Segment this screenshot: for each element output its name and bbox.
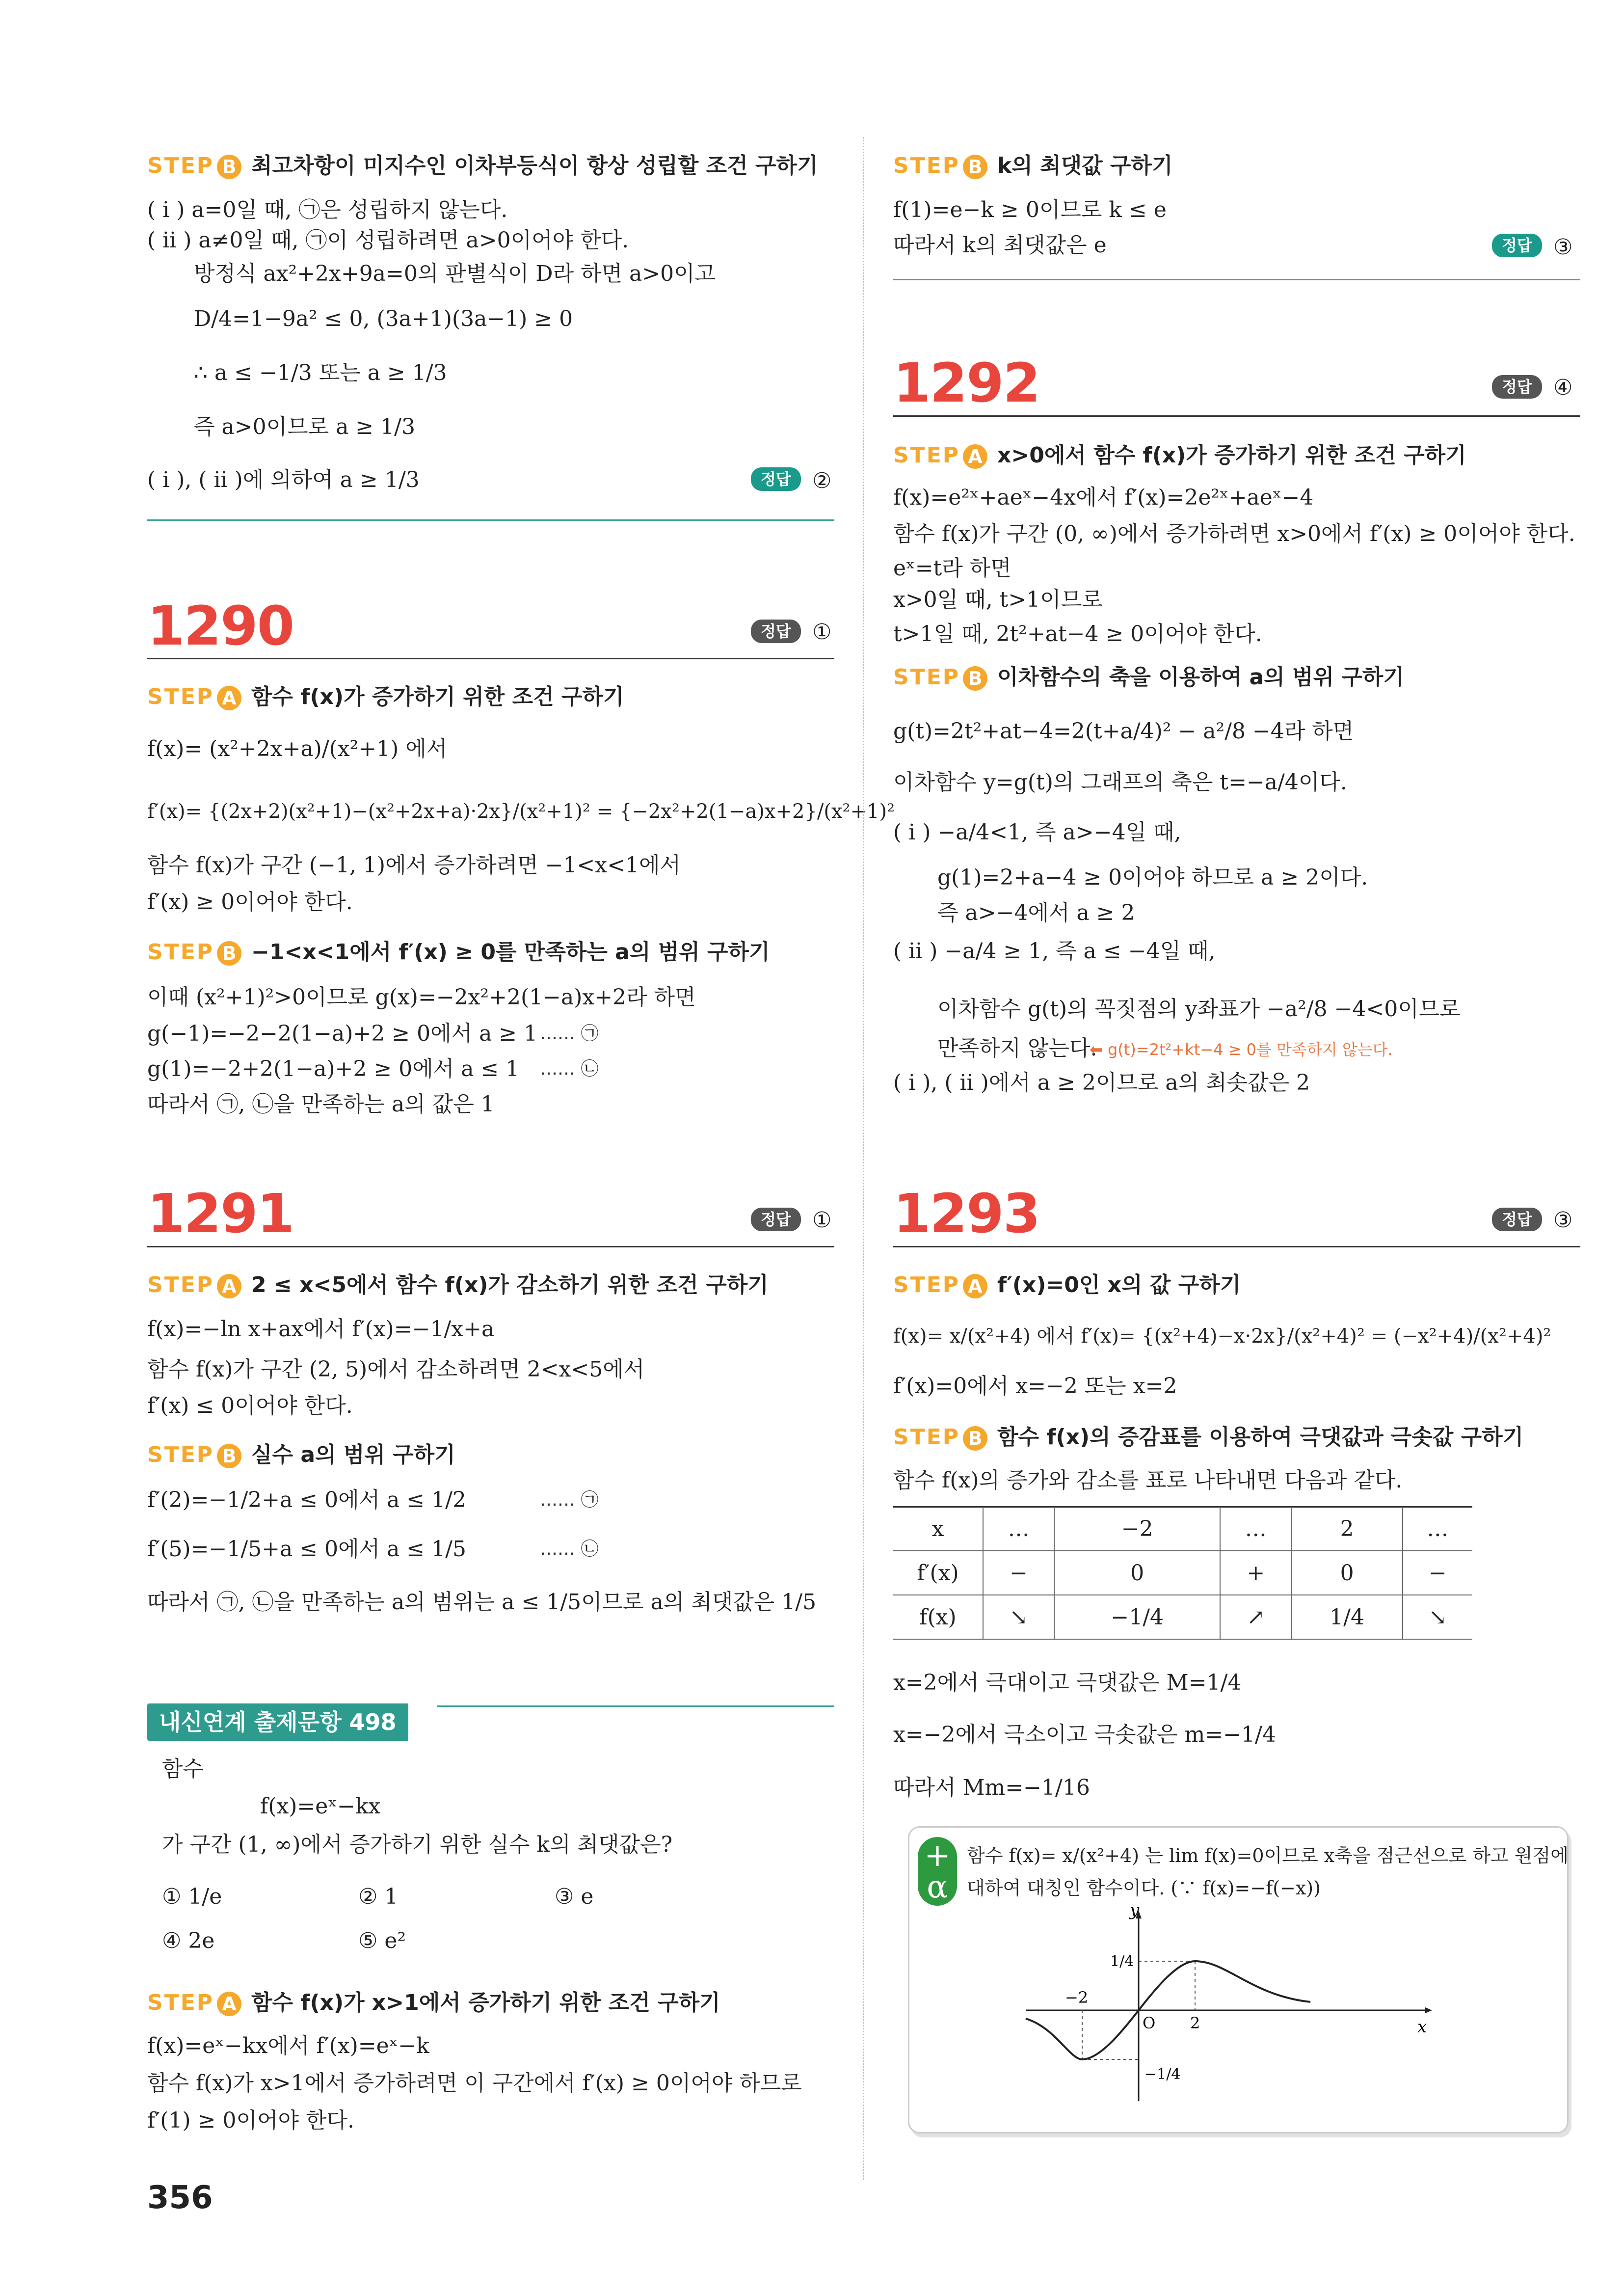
answer-badge: 정답 xyxy=(1492,375,1542,399)
answer-badge: 정답 xyxy=(751,1208,801,1231)
solution-line: 따라서 ㉠, ㉡을 만족하는 a의 범위는 a ≤ 1/5이므로 a의 최댓값은 1/5 xyxy=(147,1590,817,1615)
solution-line: 함수 f(x)가 x>1에서 증가하려면 이 구간에서 f′(x) ≥ 0이어야 하므로 xyxy=(147,2071,802,2096)
x-tick-label: −2 xyxy=(1065,1988,1089,2007)
step-a-header: STEP A 2 ≤ x<5에서 함수 f(x)가 감소하기 위한 조건 구하기 xyxy=(147,1272,769,1297)
step-a-header: STEP A x>0에서 함수 f(x)가 증가하기 위한 조건 구하기 xyxy=(893,443,1466,468)
solution-line: ( i ), ( ii )에서 a ≥ 2이므로 a의 최솟값은 2 xyxy=(893,1070,1310,1095)
solution-line: eˣ=t라 하면 xyxy=(893,556,1011,581)
solution-line: f′(x) ≤ 0이어야 한다. xyxy=(147,1393,353,1418)
step-a-header: STEP A 함수 f(x)가 x>1에서 증가하기 위한 조건 구하기 xyxy=(147,1990,720,2015)
solution-line: 함수 f(x)가 구간 (−1, 1)에서 증가하려면 −1<x<1에서 xyxy=(147,853,681,878)
choice: ① 1/e xyxy=(162,1884,222,1909)
step-b-header: STEP B 함수 f(x)의 증감표를 이용하여 극댓값과 극솟값 구하기 xyxy=(893,1425,1524,1450)
solution-line: 방정식 ax²+2x+9a=0의 판별식이 D라 하면 a>0이고 xyxy=(194,261,716,286)
solution-line: f(x)=−ln x+ax에서 f′(x)=−1/x+a xyxy=(147,1317,495,1342)
solution-line: f′(x) ≥ 0이어야 한다. xyxy=(147,890,353,915)
solution-line: f′(x)= {(2x+2)(x²+1)−(x²+2x+a)·2x}/(x²+1)² = {−2x²+2(1−a)x+2}/(x²+1)² xyxy=(147,800,895,823)
step-b-header: STEP B 최고차항이 미지수인 이차부등식이 항상 성립할 조건 구하기 xyxy=(147,153,818,178)
solution-line: f(1)=e−k ≥ 0이므로 k ≤ e xyxy=(893,197,1167,222)
solution-line: 만족하지 않는다. xyxy=(937,1036,1097,1061)
solution-line: g(1)=2+a−4 ≥ 0이어야 하므로 a ≥ 2이다. xyxy=(937,865,1368,890)
problem-rule xyxy=(147,658,834,659)
choice: ④ 2e xyxy=(162,1928,215,1953)
origin-label: O xyxy=(1143,2014,1156,2032)
solution-line: 따라서 k의 최댓값은 e xyxy=(893,233,1107,258)
answer-number: ④ xyxy=(1553,375,1573,400)
question-intro: 함수 xyxy=(162,1756,204,1782)
naesin-rule xyxy=(437,1705,834,1707)
solution-line: D/4=1−9a² ≤ 0, (3a+1)(3a−1) ≥ 0 xyxy=(194,306,573,331)
x-tick-label: 2 xyxy=(1190,2014,1200,2032)
step-a-header: STEP A 함수 f(x)가 증가하기 위한 조건 구하기 xyxy=(147,684,624,709)
solution-line: g(t)=2t²+at−4=2(t+a/4)² − a²/8 −4라 하면 xyxy=(893,719,1354,744)
solution-line: x>0일 때, t>1이므로 xyxy=(893,587,1103,612)
solution-line: f(x)= (x²+2x+a)/(x²+1) 에서 xyxy=(147,736,448,761)
answer-badge: 정답 xyxy=(751,620,801,643)
answer-number: ③ xyxy=(1553,235,1573,260)
step-a-header: STEP A f′(x)=0인 x의 값 구하기 xyxy=(893,1272,1241,1297)
answer-badge: 정답 xyxy=(1492,1208,1542,1231)
solution-line: x=2에서 극대이고 극댓값은 M=1/4 xyxy=(893,1670,1242,1695)
solution-line: 이차함수 g(t)의 꼭짓점의 y좌표가 −a²/8 −4<0이므로 xyxy=(937,997,1461,1022)
equation-mark: …… ㉠ xyxy=(540,1024,599,1044)
solution-line: f′(1) ≥ 0이어야 한다. xyxy=(147,2108,354,2133)
increase-decrease-table: x … −2 … 2 … f′(x) − 0 + 0 − f(x) ↘ −1/4 ↗ 1/4 ↘ xyxy=(893,1507,1472,1640)
solution-line: 따라서 Mm=−1/16 xyxy=(893,1775,1090,1800)
solution-line: 함수 f(x)가 구간 (0, ∞)에서 증가하려면 x>0에서 f′(x) ≥ 0이어야 한다. xyxy=(893,521,1575,546)
solution-line: ( i ) a=0일 때, ㉠은 성립하지 않는다. xyxy=(147,197,508,222)
solution-line: x=−2에서 극소이고 극솟값은 m=−1/4 xyxy=(893,1722,1276,1747)
tip-line: 함수 f(x)= x/(x²+4) 는 lim f(x)=0이므로 x축을 점근선으로 하고 원점에 xyxy=(967,1845,1569,1866)
solution-line: ( i ) −a/4<1, 즉 a>−4일 때, xyxy=(893,820,1181,845)
problem-number: 1290 xyxy=(147,594,294,657)
answer-number: ① xyxy=(812,620,832,645)
answer-number: ① xyxy=(812,1208,832,1233)
note-arrow: ⬅ g(t)=2t²+kt−4 ≥ 0를 만족하지 않는다. xyxy=(1090,1040,1393,1059)
problem-number: 1292 xyxy=(893,351,1040,414)
equation-mark: …… ㉡ xyxy=(540,1539,599,1559)
choice: ⑤ e² xyxy=(358,1928,406,1953)
answer-number: ② xyxy=(812,468,832,493)
y-tick-label: −1/4 xyxy=(1144,2066,1181,2083)
solution-line: f′(2)=−1/2+a ≤ 0에서 a ≤ 1/2 xyxy=(147,1487,466,1513)
solution-line: t>1일 때, 2t²+at−4 ≥ 0이어야 한다. xyxy=(893,621,1262,647)
question-body: 가 구간 (1, ∞)에서 증가하기 위한 실수 k의 최댓값은? xyxy=(162,1832,673,1857)
problem-number: 1293 xyxy=(893,1182,1040,1245)
section-divider xyxy=(147,519,834,521)
problem-rule xyxy=(893,415,1580,417)
solution-line: 즉 a>−4에서 a ≥ 2 xyxy=(937,900,1135,925)
question-function: f(x)=eˣ−kx xyxy=(260,1794,381,1819)
x-axis-arrow-icon xyxy=(1425,2007,1432,2013)
solution-line: f′(x)=0에서 x=−2 또는 x=2 xyxy=(893,1374,1177,1399)
solution-line: f(x)= x/(x²+4) 에서 f′(x)= {(x²+4)−x·2x}/(x²+4)² = (−x²+4)/(x²+4)² xyxy=(893,1325,1551,1348)
step-b-header: STEP B k의 최댓값 구하기 xyxy=(893,153,1173,178)
solution-line: f(x)=eˣ−kx에서 f′(x)=eˣ−k xyxy=(147,2033,429,2058)
solution-line: g(1)=−2+2(1−a)+2 ≥ 0에서 a ≤ 1 xyxy=(147,1056,520,1081)
section-divider xyxy=(893,279,1580,280)
solution-line: g(−1)=−2−2(1−a)+2 ≥ 0에서 a ≥ 1 xyxy=(147,1021,538,1046)
step-b-header: STEP B 실수 a의 범위 구하기 xyxy=(147,1442,455,1467)
tip-line: 대하여 대칭인 함수이다. (∵ f(x)=−f(−x)) xyxy=(967,1877,1321,1899)
choice: ② 1 xyxy=(358,1884,399,1909)
solution-line: 이때 (x²+1)²>0이므로 g(x)=−2x²+2(1−a)x+2라 하면 xyxy=(147,985,696,1010)
y-tick-label: 1/4 xyxy=(1110,1953,1134,1970)
page-number: 356 xyxy=(147,2180,213,2216)
solution-line: f′(5)=−1/5+a ≤ 0에서 a ≤ 1/5 xyxy=(147,1537,466,1562)
solution-line: 즉 a>0이므로 a ≥ 1/3 xyxy=(194,414,415,439)
naesin-tag: 내신연계 출제문항 498 xyxy=(147,1703,408,1741)
equation-mark: …… ㉠ xyxy=(540,1490,599,1510)
answer-badge: 정답 xyxy=(751,467,801,491)
problem-rule xyxy=(147,1246,834,1247)
solution-line: 함수 f(x)가 구간 (2, 5)에서 감소하려면 2<x<5에서 xyxy=(147,1357,645,1382)
solution-line: ( ii ) −a/4 ≥ 1, 즉 a ≤ −4일 때, xyxy=(893,939,1216,964)
step-b-header: STEP B 이차함수의 축을 이용하여 a의 범위 구하기 xyxy=(893,665,1404,690)
problem-rule xyxy=(893,1246,1580,1247)
plus-alpha-icon: + α xyxy=(918,1837,957,1906)
step-b-header: STEP B −1<x<1에서 f′(x) ≥ 0를 만족하는 a의 범위 구하기 xyxy=(147,940,770,965)
solution-line: ( i ), ( ii )에 의하여 a ≥ 1/3 xyxy=(147,467,420,492)
solution-line: 따라서 ㉠, ㉡을 만족하는 a의 값은 1 xyxy=(147,1092,495,1117)
solution-line: ( ii ) a≠0일 때, ㉠이 성립하려면 a>0이어야 한다. xyxy=(147,228,629,253)
choice: ③ e xyxy=(555,1884,594,1909)
solution-line: 함수 f(x)의 증가와 감소를 표로 나타내면 다음과 같다. xyxy=(893,1468,1403,1493)
solution-line: f(x)=e²ˣ+aeˣ−4x에서 f′(x)=2e²ˣ+aeˣ−4 xyxy=(893,485,1314,510)
solution-line: ∴ a ≤ −1/3 또는 a ≥ 1/3 xyxy=(194,360,447,385)
column-separator xyxy=(863,137,864,2180)
problem-number: 1291 xyxy=(147,1182,294,1245)
answer-badge: 정답 xyxy=(1492,234,1542,257)
solution-line: 이차함수 y=g(t)의 그래프의 축은 t=−a/4이다. xyxy=(893,770,1347,795)
x-axis-label: x xyxy=(1417,2017,1427,2037)
function-graph xyxy=(1016,1905,1438,2111)
answer-number: ③ xyxy=(1553,1208,1573,1233)
equation-mark: …… ㉡ xyxy=(540,1059,599,1079)
y-axis-label: y xyxy=(1130,1905,1140,1920)
